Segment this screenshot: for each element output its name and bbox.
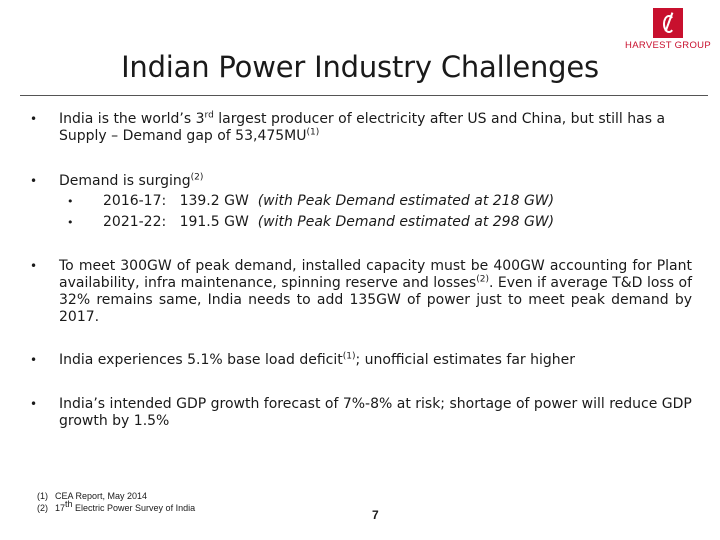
harvest-logo-icon <box>653 8 683 38</box>
bullet-supply-demand-gap <box>30 111 700 145</box>
bullet-dot: • <box>30 397 38 411</box>
page-title: Indian Power Industry Challenges <box>121 50 599 84</box>
bullet-dot: • <box>30 112 38 126</box>
brand-name: HARVEST GROUP <box>625 40 711 51</box>
bullet-base-load-deficit <box>30 352 700 369</box>
demand-forecast-list <box>59 193 692 235</box>
bullet-capacity-requirement <box>30 258 700 326</box>
bullet-text: To meet 300GW of peak demand, installed capacity must be 400GW accounting for Plant availability, infra maintenance, spinning reserve and losses$^{(2)}$. Even if average T&D loss of 32% remains same, India needs to add 135GW of power just to meet peak demand by 2017. <box>59 258 693 325</box>
bullet-text: India experiences 5.1% base load deficit$^{(1)}$; unofficial estimates far higher <box>59 351 575 368</box>
footnote-2: (2) 17th Electric Power Survey of India <box>37 499 196 513</box>
bullet-demand-surging <box>30 173 700 235</box>
footnote-1: (1) CEA Report, May 2014 <box>37 491 148 501</box>
sub-bullet-dot: • <box>67 216 74 229</box>
sub-bullet-dot: • <box>67 195 74 208</box>
bullet-dot: • <box>30 259 38 273</box>
footnotes <box>37 490 195 514</box>
bullet-dot: • <box>30 353 38 367</box>
bullet-text: Demand is surging$^{(2)}$ <box>59 172 204 189</box>
bullet-text: India’s intended GDP growth forecast of 7%-8% at risk; shortage of power will reduce GDP growth by 1.5% <box>59 396 692 429</box>
bullet-text: India is the world’s 3rd largest producer of electricity after US and China, but still has a Supply – Demand gap of 53,475MU$^{(1)}$ <box>59 110 666 144</box>
brand-logo <box>618 8 718 51</box>
title-divider <box>20 95 708 96</box>
forecast-item-2016: • 2016-17: 139.2 GW (with Peak Demand estimated at 218 GW) <box>67 193 555 209</box>
forecast-item-2021: • 2021-22: 191.5 GW (with Peak Demand estimated at 298 GW) <box>67 214 555 230</box>
page-number: 7 <box>372 508 379 522</box>
bullet-dot: • <box>30 174 38 188</box>
bullet-gdp-risk <box>30 396 700 430</box>
